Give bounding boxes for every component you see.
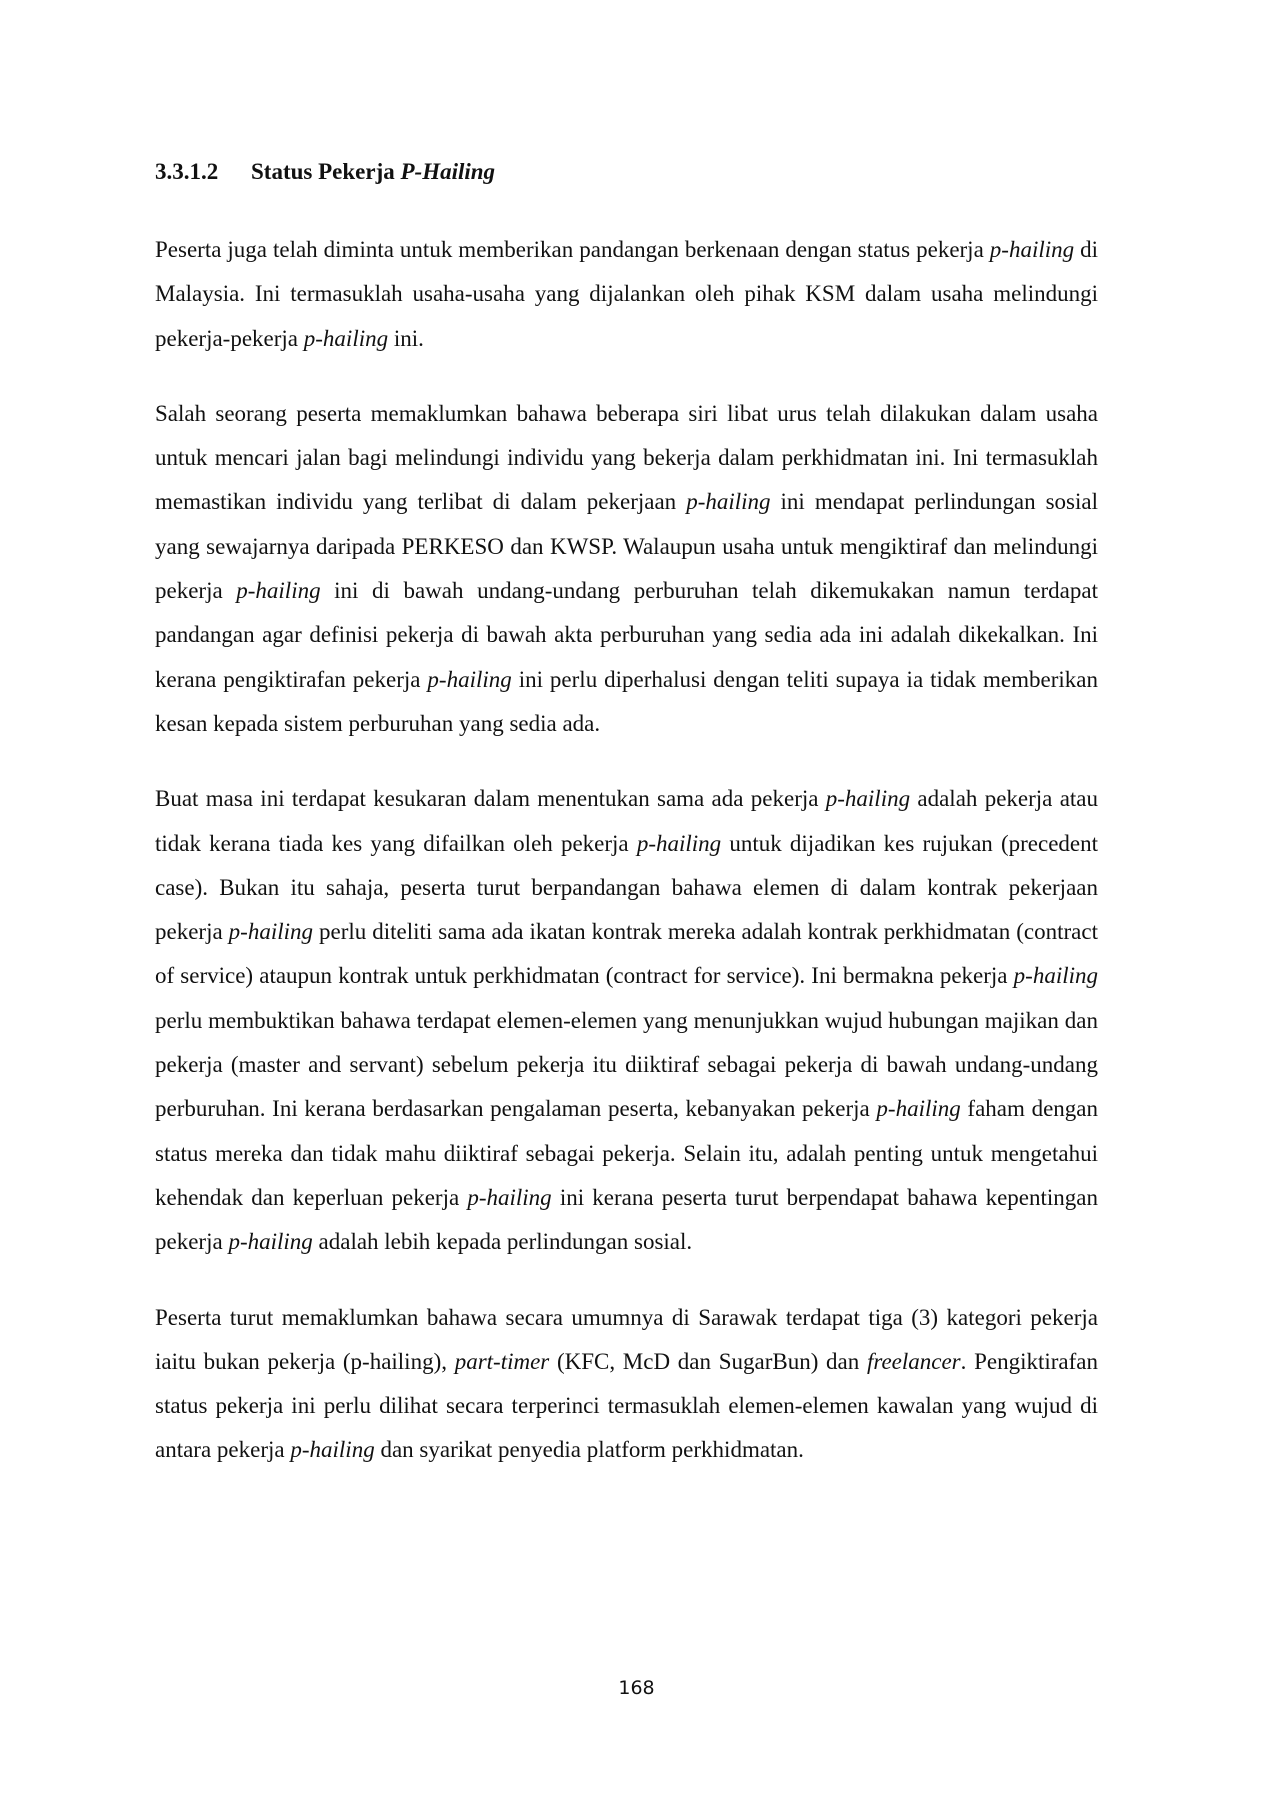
paragraph (155, 777, 1098, 1264)
body-text (155, 228, 1098, 1473)
text-run: faham dengan status mereka dan tidak mahu diiktiraf sebagai pekerja. Selain itu, adalah penting untuk mengetahui kehendak dan keperluan pekerja (155, 1096, 1099, 1210)
italic-term: p-hailing (467, 1184, 552, 1210)
text-run: Buat masa ini terdapat kesukaran dalam menentukan sama ada pekerja (155, 786, 826, 812)
text-run: perlu membuktikan bahawa terdapat elemen-elemen yang menunjukkan wujud hubungan majikan dan pekerja (master and servant) sebelum pekerja itu diiktiraf sebagai pekerja di bawah undang-undang perburuhan. Ini kerana berdasarkan pengalaman peserta, kebanyakan pekerja (155, 1007, 1098, 1122)
italic-term: p-hailing (1013, 963, 1098, 989)
italic-term: p-hailing (876, 1096, 961, 1122)
italic-term: part-timer (454, 1348, 550, 1374)
italic-term: p-hailing (825, 786, 911, 812)
italic-term: p-hailing (303, 325, 389, 351)
text-run: Peserta juga telah diminta untuk memberikan pandangan berkenaan dengan status pekerja (155, 237, 990, 262)
page-content (155, 150, 1098, 1504)
text-run: ini kerana peserta turut berpendapat bahawa kepentingan pekerja (155, 1184, 1098, 1255)
italic-term: p-hailing (686, 489, 771, 515)
text-run: adalah pekerja atau tidak kerana tiada kes yang difailkan oleh pekerja (155, 786, 1098, 856)
page-number: 168 (618, 1677, 655, 1699)
section-title: Status Pekerja (251, 159, 401, 184)
section-heading (155, 150, 1098, 194)
paragraph (155, 392, 1098, 746)
text-run: perlu diteliti sama ada ikatan kontrak mereka adalah kontrak perkhidmatan (contract of service) ataupun kontrak untuk perkhidmatan (contract for service). Ini bermakna pekerja (155, 919, 1098, 989)
text-run: . Pengiktirafan status pekerja ini perlu dilihat secara terperinci termasuklah elemen-elemen kawalan yang wujud di antara pekerja (155, 1348, 1098, 1463)
text-run: dan syarikat penyedia platform perkhidmatan. (374, 1437, 804, 1463)
section-title-italic: P-Hailing (400, 159, 496, 184)
italic-term: p-hailing (228, 919, 314, 945)
text-run: ini. (388, 325, 424, 351)
italic-term: p-hailing (427, 666, 512, 692)
italic-term: p-hailing (636, 830, 722, 856)
text-run: untuk dijadikan kes rujukan (precedent case). Bukan itu sahaja, peserta turut berpandangan bahawa elemen di dalam kontrak pekerjaan pekerja (155, 830, 1099, 945)
paragraph (155, 228, 1098, 361)
section-number: 3.3.1.2 (155, 159, 219, 184)
text-run: ini perlu diperhalusi dengan teliti supaya ia tidak memberikan kesan kepada sistem perburuhan yang sedia ada. (155, 666, 1098, 736)
italic-term: p-hailing (236, 578, 321, 604)
text-run: Salah seorang peserta memaklumkan bahawa beberapa siri libat urus telah dilakukan dalam usaha untuk mencari jalan bagi melindungi individu yang bekerja dalam perkhidmatan ini. Ini termasuklah memastikan individu yang terlibat di dalam pekerjaan (155, 400, 1098, 515)
paragraph (155, 1296, 1098, 1473)
text-run: adalah lebih kepada perlindungan sosial. (312, 1229, 693, 1255)
text-run: Peserta turut memaklumkan bahawa secara umumnya di Sarawak terdapat tiga (3) kategori pekerja iaitu bukan pekerja (p-hailing), (155, 1304, 1098, 1374)
text-run: (KFC, McD dan SugarBun) dan (549, 1348, 867, 1374)
italic-term: p-hailing (989, 237, 1075, 262)
italic-term: freelancer (866, 1348, 961, 1374)
italic-term: p-hailing (290, 1437, 375, 1463)
text-run: ini mendapat perlindungan sosial yang sewajarnya daripada PERKESO dan KWSP. Walaupun usaha untuk mengiktiraf dan melindungi pekerja (155, 489, 1098, 604)
text-run: ini di bawah undang-undang perburuhan telah dikemukakan namun terdapat pandangan agar definisi pekerja di bawah akta perburuhan yang sedia ada ini adalah dikekalkan. Ini kerana pengiktirafan pekerja (155, 578, 1098, 692)
text-run: di Malaysia. Ini termasuklah usaha-usaha yang dijalankan oleh pihak KSM dalam usaha melindungi pekerja-pekerja (155, 237, 1099, 351)
italic-term: p-hailing (228, 1229, 313, 1255)
